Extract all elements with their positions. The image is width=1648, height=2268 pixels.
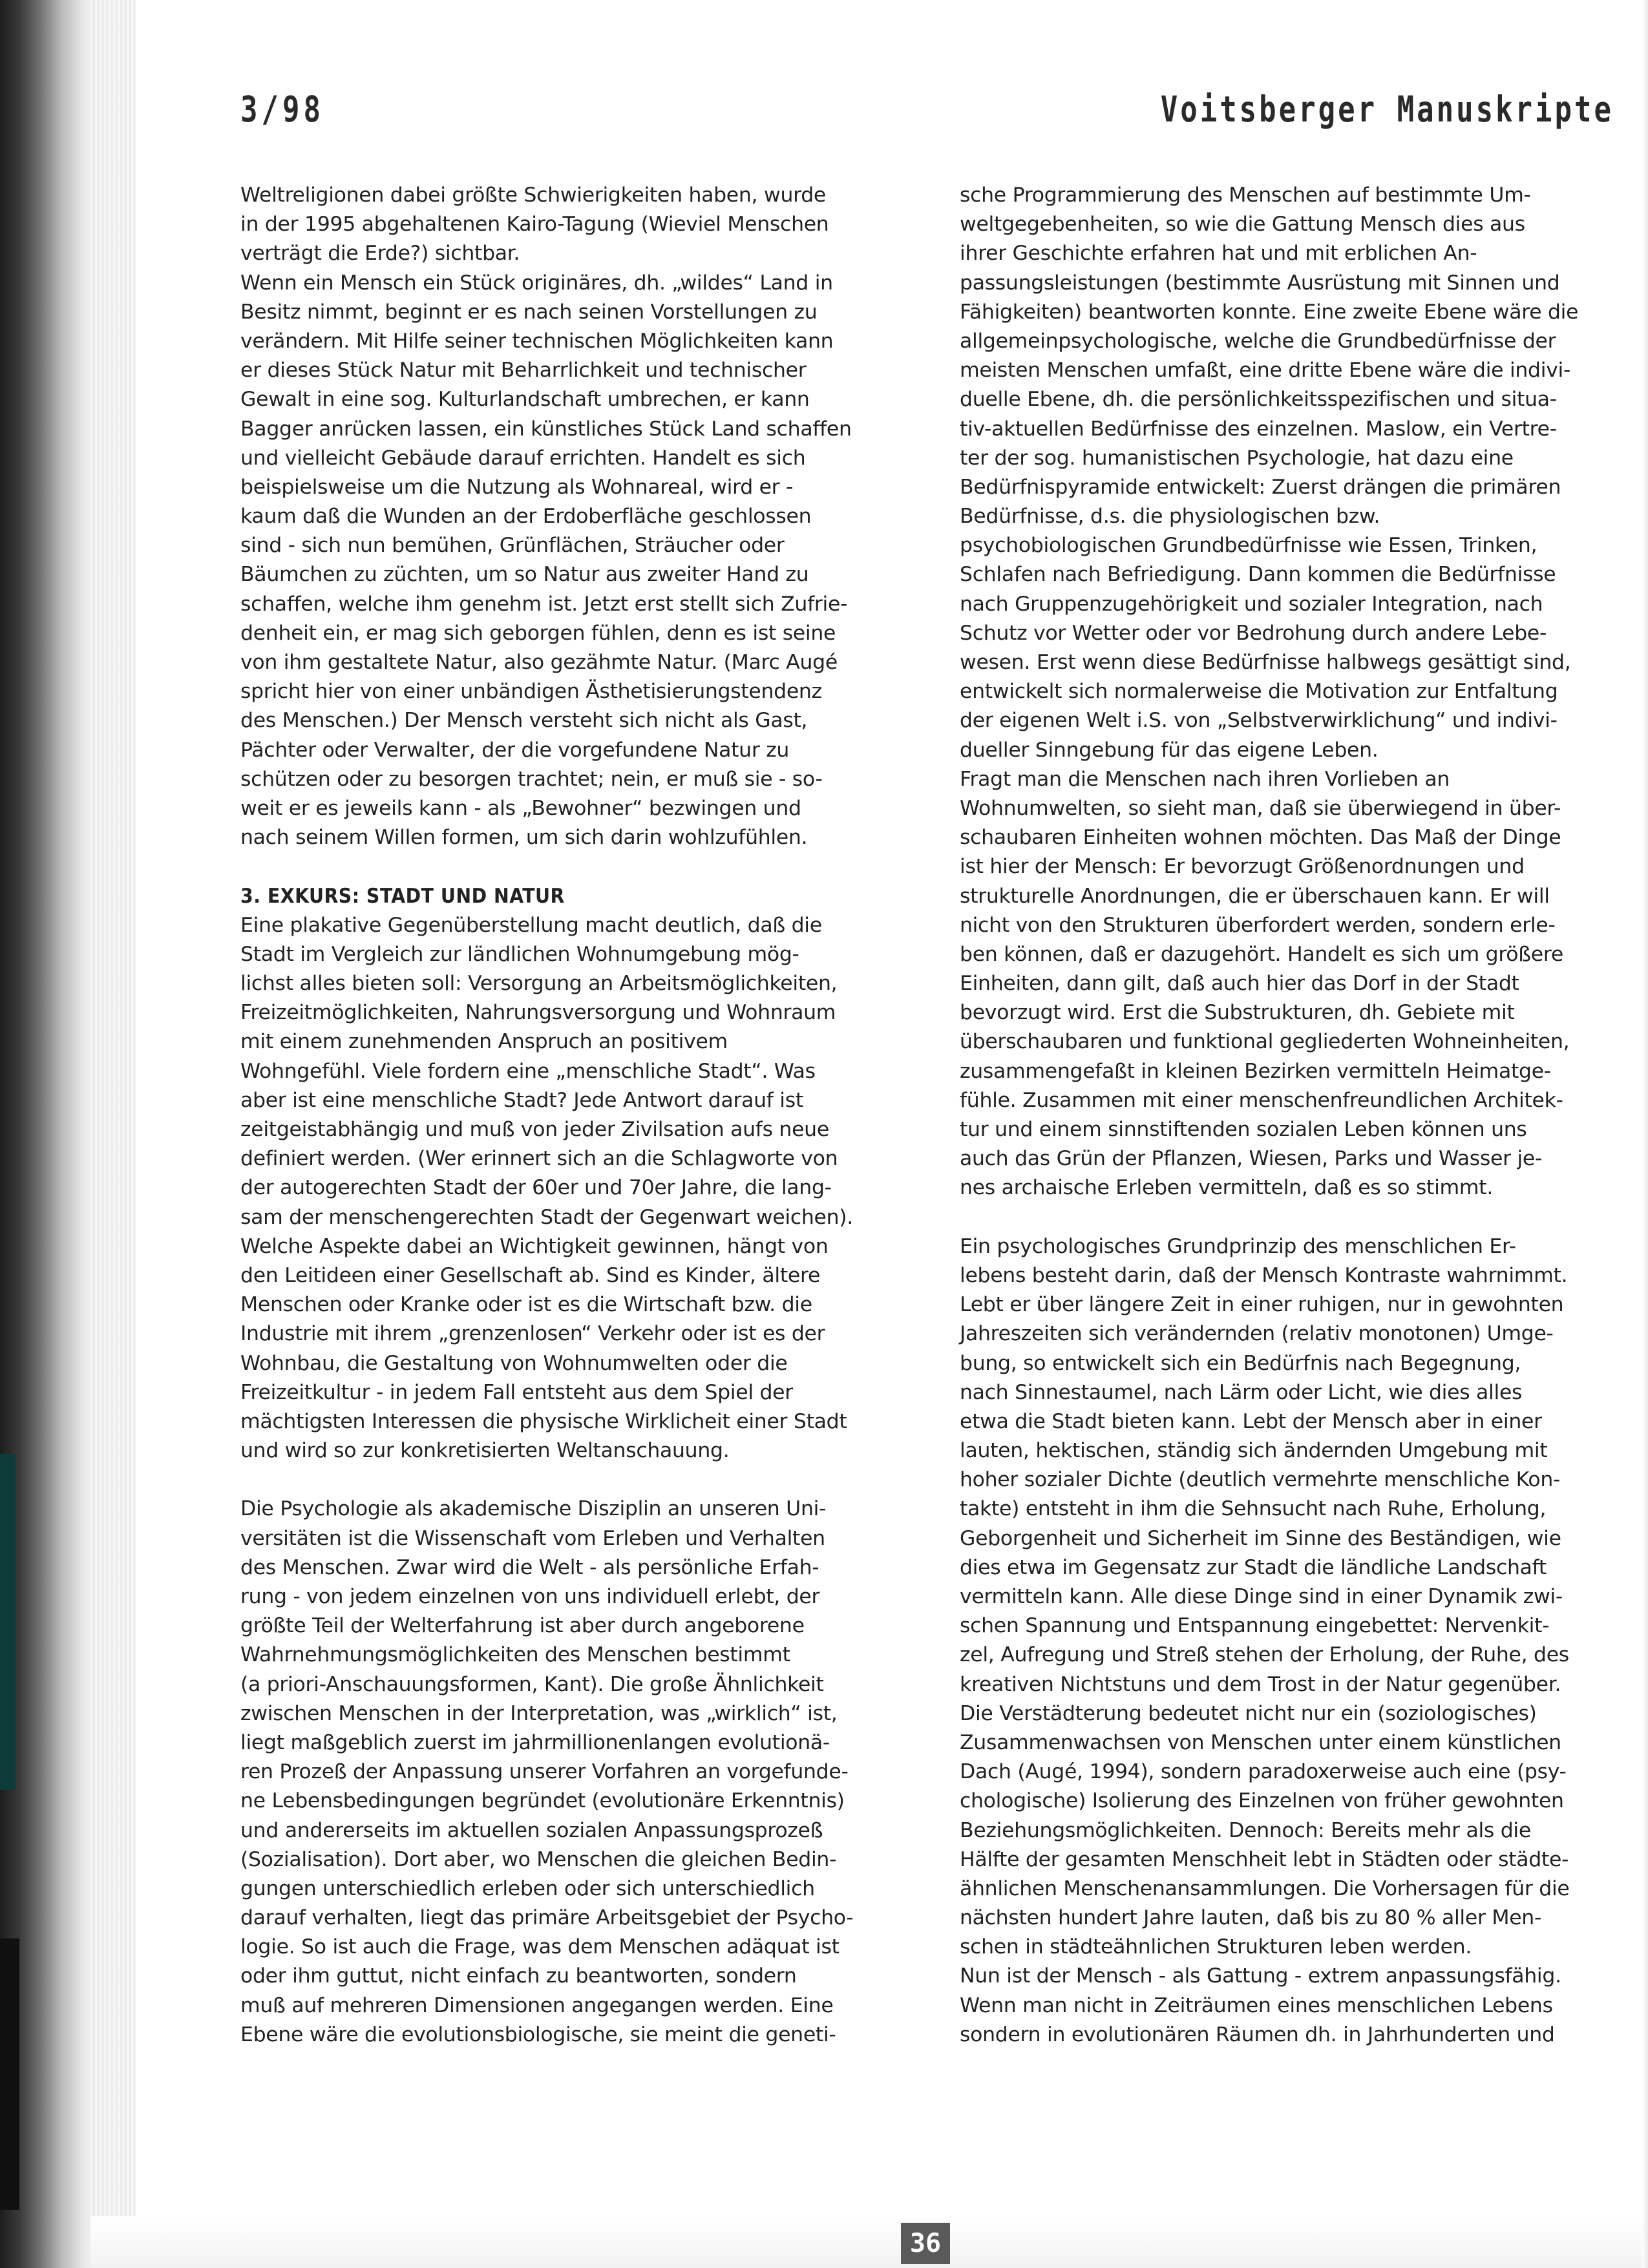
text-line: mächtigsten Interessen die physische Wirklicheit einer Stadt: [240, 1409, 847, 1433]
paragraph: [960, 181, 1616, 1203]
text-line: Industrie mit ihrem „grenzenlosen“ Verkehr oder ist es der: [240, 1322, 825, 1346]
text-line: Nun ist der Mensch - als Gattung - extrem anpassungsfähig.: [960, 1964, 1561, 1988]
text-line: ter der sog. humanistischen Psychologie, hat dazu eine: [960, 446, 1514, 470]
text-line: nach seinem Willen formen, um sich darin wohlzufühlen.: [240, 826, 808, 850]
text-line: Bäumchen zu züchten, um so Natur aus zweiter Hand zu: [240, 563, 809, 587]
text-line: ben können, daß er dazugehört. Handelt es sich um größere: [960, 942, 1563, 966]
text-line: liegt maßgeblich zuerst im jahrmillionenlangen evolutionä-: [240, 1730, 830, 1754]
text-line: Bagger anrücken lassen, ein künstliches Stück Land schaffen: [240, 417, 852, 441]
text-line: sam der menschengerechten Stadt der Gegenwart weichen).: [240, 1205, 854, 1229]
text-line: darauf verhalten, liegt das primäre Arbeitsgebiet der Psycho-: [240, 1906, 854, 1930]
paragraph: [240, 1495, 922, 2050]
text-line: verträgt die Erde?) sichtbar.: [240, 242, 520, 266]
text-line: Welche Aspekte dabei an Wichtigkeit gewinnen, hängt von: [240, 1234, 829, 1258]
text-line: aber ist eine menschliche Stadt? Jede Antwort darauf ist: [240, 1088, 803, 1112]
text-line: strukturelle Anordnungen, die er überschauen kann. Er will: [960, 884, 1550, 908]
text-line: vermitteln kann. Alle diese Dinge sind in einer Dynamik zwi-: [960, 1585, 1563, 1608]
text-line: Die Verstädterung bedeutet nicht nur ein (soziologisches): [960, 1701, 1537, 1725]
text-line: ihrer Geschichte erfahren hat und mit erblichen An-: [960, 242, 1477, 266]
text-line: beispielsweise um die Nutzung als Wohnareal, wird er -: [240, 475, 794, 499]
text-line: logie. So ist auch die Frage, was dem Menschen adäquat ist: [240, 1935, 840, 1959]
text-line: zusammengefaßt in kleinen Bezirken vermitteln Heimatge-: [960, 1059, 1551, 1083]
text-line: bung, so entwickelt sich ein Bedürfnis nach Begegnung,: [960, 1351, 1521, 1375]
text-line: Weltreligionen dabei größte Schwierigkeiten haben, wurde: [240, 184, 826, 207]
text-line: und andererseits im aktuellen sozialen Anpassungsprozeß: [240, 1818, 823, 1842]
text-line: allgemeinpsychologische, welche die Grundbedürfnisse der: [960, 329, 1556, 353]
text-line: Jahreszeiten sich verändernden (relativ monotonen) Umge-: [960, 1322, 1554, 1346]
book-spine-shadow: [0, 0, 97, 2268]
text-line: tiv-aktuellen Bedürfnisse des einzelnen. Maslow, ein Vertre-: [960, 417, 1557, 441]
text-line: überschaubaren und funktional gegliederten Wohneinheiten,: [960, 1030, 1570, 1054]
text-line: Schutz vor Wetter oder vor Bedrohung durch andere Lebe-: [960, 621, 1547, 645]
text-line: (Sozialisation). Dort aber, wo Menschen die gleichen Bedin-: [240, 1847, 837, 1871]
section-heading: 3. EXKURS: STADT UND NATUR: [240, 884, 565, 908]
text-line: größte Teil der Welterfahrung ist aber durch angeborene: [240, 1614, 805, 1638]
text-line: Wohnumwelten, so sieht man, daß sie überwiegend in über-: [960, 796, 1561, 820]
text-line: sche Programmierung des Menschen auf bestimmte Um-: [960, 184, 1531, 207]
text-line: auch das Grün der Pflanzen, Wiesen, Parks und Wasser je-: [960, 1147, 1543, 1171]
text-line: dies etwa im Gegensatz zur Stadt die ländliche Landschaft: [960, 1555, 1547, 1579]
text-line: Dach (Augé, 1994), sondern paradoxerweise auch eine (psy-: [960, 1760, 1567, 1784]
text-line: der autogerechten Stadt der 60er und 70er Jahre, die lang-: [240, 1176, 832, 1200]
text-line: chologische) Isolierung des Einzelnen von früher gewohnten: [960, 1789, 1564, 1813]
text-line: den Leitideen einer Gesellschaft ab. Sind es Kinder, ältere: [240, 1263, 821, 1287]
text-line: kaum daß die Wunden an der Erdoberfläche geschlossen: [240, 505, 812, 529]
text-line: psychobiologischen Grundbedürfnisse wie Essen, Trinken,: [960, 534, 1537, 558]
text-line: versitäten ist die Wissenschaft vom Erleben und Verhalten: [240, 1526, 825, 1550]
text-line: (a priori-Anschauungsformen, Kant). Die große Ähnlichkeit: [240, 1672, 824, 1696]
text-line: Wenn man nicht in Zeiträumen eines menschlichen Lebens: [960, 1993, 1553, 2017]
text-line: passungsleistungen (bestimmte Ausrüstung mit Sinnen und: [960, 271, 1560, 295]
text-line: weit er es jeweils kann - als „Bewohner“ bezwingen und: [240, 796, 801, 820]
text-line: mit einem zunehmenden Anspruch an positivem: [240, 1030, 728, 1054]
text-line: der eigenen Welt i.S. von „Selbstverwirklichung“ und indivi-: [960, 709, 1558, 733]
text-line: des Menschen.) Der Mensch versteht sich nicht als Gast,: [240, 709, 808, 733]
text-line: Bedürfnisse, d.s. die physiologischen bzw.: [960, 505, 1380, 529]
text-line: Eine plakative Gegenüberstellung macht deutlich, daß die: [240, 913, 822, 937]
page-bottom-edge: [90, 2216, 1648, 2268]
text-line: Ein psychologisches Grundprinzip des menschlichen Er-: [960, 1234, 1516, 1258]
text-line: lauten, hektischen, ständig sich ändernden Umgebung mit: [960, 1439, 1548, 1463]
text-line: tur und einem sinnstiftenden sozialen Leben können uns: [960, 1118, 1527, 1141]
text-line: nach Sinnestaumel, nach Lärm oder Licht, wie dies alles: [960, 1380, 1523, 1404]
text-line: Menschen oder Kranke oder ist es die Wirtschaft bzw. die: [240, 1293, 812, 1317]
text-line: Pächter oder Verwalter, der die vorgefundene Natur zu: [240, 738, 790, 762]
text-line: Die Psychologie als akademische Disziplin an unseren Uni-: [240, 1497, 827, 1521]
page-right-edge: [1642, 0, 1648, 2268]
text-line: Lebt er über längere Zeit in einer ruhigen, nur in gewohnten: [960, 1293, 1564, 1317]
text-line: schen in städteähnlichen Strukturen leben werden.: [960, 1935, 1472, 1959]
text-line: Bedürfnispyramide entwickelt: Zuerst drängen die primären: [960, 475, 1561, 499]
text-line: nicht von den Strukturen überfordert werden, sondern erle-: [960, 913, 1556, 937]
paragraph: [240, 911, 922, 1466]
text-line: ähnlichen Menschenansammlungen. Die Vorhersagen für die: [960, 1876, 1570, 1900]
text-line: zeitgeistabhängig und muß von jeder Zivilsation aufs neue: [240, 1118, 829, 1141]
text-line: wesen. Erst wenn diese Bedürfnisse halbwegs gesättigt sind,: [960, 651, 1571, 674]
text-line: Wohngefühl. Viele fordern eine „menschliche Stadt“. Was: [240, 1059, 816, 1083]
text-line: nach Gruppenzugehörigkeit und sozialer Integration, nach: [960, 592, 1543, 616]
text-line: Wahrnehmungsmöglichkeiten des Menschen bestimmt: [240, 1643, 790, 1667]
text-line: nes archaische Erleben vermitteln, daß es so stimmt.: [960, 1176, 1494, 1200]
text-line: entwickelt sich normalerweise die Motivation zur Entfaltung: [960, 680, 1558, 704]
text-line: und wird so zur konkretisierten Weltanschauung.: [240, 1439, 730, 1463]
text-line: spricht hier von einer unbändigen Ästhetisierungstendenz: [240, 680, 822, 704]
running-header: [240, 89, 1614, 131]
paragraph: [960, 1232, 1616, 2050]
text-line: des Menschen. Zwar wird die Welt - als persönliche Erfah-: [240, 1555, 819, 1579]
text-line: Geborgenheit und Sicherheit im Sinne des Beständigen, wie: [960, 1526, 1561, 1550]
text-line: Ebene wäre die evolutionsbiologische, sie meint die geneti-: [240, 2022, 836, 2046]
paragraph: [240, 181, 922, 852]
text-line: Zusammenwachsen von Menschen unter einem künstlichen: [960, 1730, 1561, 1754]
text-line: ren Prozeß der Anpassung unserer Vorfahren an vorgefunde-: [240, 1760, 849, 1784]
text-line: Beziehungsmöglichkeiten. Dennoch: Bereits mehr als die: [960, 1818, 1531, 1842]
text-line: hoher sozialer Dichte (deutlich vermehrte menschliche Kon-: [960, 1468, 1561, 1492]
spine-band: [0, 1454, 16, 1790]
text-line: ne Lebensbedingungen begründet (evolutionäre Erkenntnis): [240, 1789, 845, 1813]
text-line: etwa die Stadt bieten kann. Lebt der Mensch aber in einer: [960, 1409, 1542, 1433]
spine-band: [0, 1938, 19, 2210]
text-line: duelle Ebene, dh. die persönlichkeitsspezifischen und situa-: [960, 388, 1557, 412]
text-line: Einheiten, dann gilt, daß auch hier das Dorf in der Stadt: [960, 972, 1519, 996]
text-line: in der 1995 abgehaltenen Kairo-Tagung (Wieviel Menschen: [240, 213, 829, 236]
text-line: Fragt man die Menschen nach ihren Vorlieben an: [960, 767, 1450, 791]
text-line: Hälfte der gesamten Menschheit lebt in Städten oder städte-: [960, 1847, 1569, 1871]
text-line: Fähigkeiten) beantworten konnte. Eine zweite Ebene wäre die: [960, 300, 1579, 324]
text-line: meisten Menschen umfaßt, eine dritte Ebene wäre die indivi-: [960, 359, 1571, 383]
text-line: ist hier der Mensch: Er bevorzugt Größenordnungen und: [960, 855, 1525, 879]
text-line: rung - von jedem einzelnen von uns individuell erlebt, der: [240, 1585, 820, 1608]
text-line: Schlafen nach Befriedigung. Dann kommen die Bedürfnisse: [960, 563, 1556, 587]
text-line: verändern. Mit Hilfe seiner technischen Möglichkeiten kann: [240, 329, 834, 353]
text-line: Besitz nimmt, beginnt er es nach seinen Vorstellungen zu: [240, 300, 818, 324]
text-line: Wohnbau, die Gestaltung von Wohnumwelten oder die: [240, 1351, 788, 1375]
text-line: takte) entsteht in ihm die Sehnsucht nach Ruhe, Erholung,: [960, 1497, 1547, 1521]
text-line: schaffen, welche ihm genehm ist. Jetzt erst stellt sich Zufrie-: [240, 592, 848, 616]
text-line: Wenn ein Mensch ein Stück originäres, dh. „wildes“ Land in: [240, 271, 833, 295]
text-line: schen Spannung und Entspannung eingebettet: Nervenkit-: [960, 1614, 1550, 1638]
text-line: lebens besteht darin, daß der Mensch Kontraste wahrnimmt.: [960, 1263, 1568, 1287]
text-line: bevorzugt wird. Erst die Substrukturen, dh. Gebiete mit: [960, 1001, 1515, 1025]
left-column: [240, 181, 922, 2050]
issue-number: 3/98: [240, 89, 324, 131]
text-line: definiert werden. (Wer erinnert sich an die Schlagworte von: [240, 1147, 838, 1171]
right-column: [960, 181, 1616, 2050]
text-line: oder ihm guttut, nicht einfach zu beantworten, sondern: [240, 1964, 797, 1988]
text-line: muß auf mehreren Dimensionen angegangen werden. Eine: [240, 1993, 834, 2017]
text-line: Freizeitkultur - in jedem Fall entsteht aus dem Spiel der: [240, 1380, 793, 1404]
text-line: und vielleicht Gebäude darauf errichten. Handelt es sich: [240, 446, 806, 470]
text-line: weltgegebenheiten, so wie die Gattung Mensch dies aus: [960, 213, 1525, 236]
text-line: Stadt im Vergleich zur ländlichen Wohnumgebung mög-: [240, 942, 799, 966]
text-line: er dieses Stück Natur mit Beharrlichkeit und technischer: [240, 359, 807, 383]
page-number: 36: [901, 2223, 950, 2264]
text-line: zel, Aufregung und Streß stehen der Erholung, der Ruhe, des: [960, 1643, 1569, 1667]
text-line: kreativen Nichtstuns und dem Trost in der Natur gegenüber.: [960, 1672, 1561, 1696]
text-line: Gewalt in eine sog. Kulturlandschaft umbrechen, er kann: [240, 388, 810, 412]
text-line: lichst alles bieten soll: Versorgung an Arbeitsmöglichkeiten,: [240, 972, 838, 996]
text-line: nächsten hundert Jahre lauten, daß bis zu 80 % aller Men-: [960, 1906, 1542, 1930]
text-line: gungen unterschiedlich erleben oder sich unterschiedlich: [240, 1876, 815, 1900]
text-line: zwischen Menschen in der Interpretation, was „wirklich“ ist,: [240, 1701, 838, 1725]
page-edges: [90, 0, 136, 2268]
text-line: schaubaren Einheiten wohnen möchten. Das Maß der Dinge: [960, 826, 1561, 850]
text-line: dueller Sinngebung für das eigene Leben.: [960, 738, 1379, 762]
text-line: sind - sich nun bemühen, Grünflächen, Sträucher oder: [240, 534, 785, 558]
text-line: Freizeitmöglichkeiten, Nahrungsversorgung und Wohnraum: [240, 1001, 836, 1025]
text-line: fühle. Zusammen mit einer menschenfreundlichen Architek-: [960, 1088, 1563, 1112]
text-line: schützen oder zu besorgen trachtet; nein, er muß sie - so-: [240, 767, 823, 791]
journal-title: Voitsberger Manuskripte: [1160, 89, 1614, 131]
text-line: von ihm gestaltete Natur, also gezähmte Natur. (Marc Augé: [240, 651, 838, 674]
text-line: sondern in evolutionären Räumen dh. in Jahrhunderten und: [960, 2022, 1555, 2046]
text-line: denheit ein, er mag sich geborgen fühlen, denn es ist seine: [240, 621, 836, 645]
